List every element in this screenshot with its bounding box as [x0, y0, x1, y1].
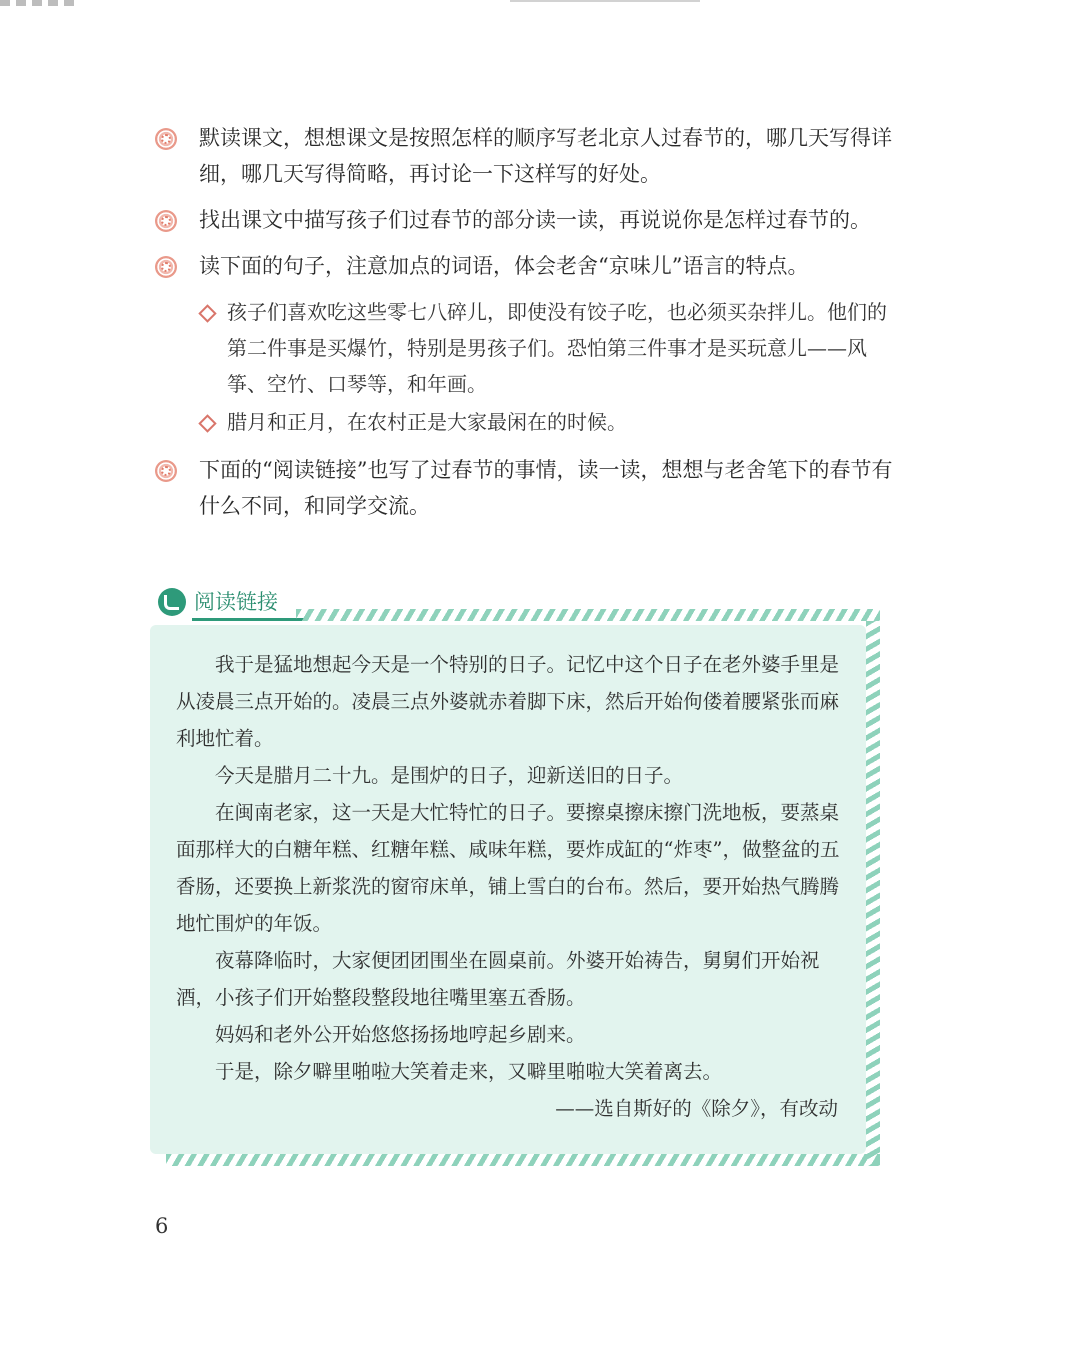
reading-source: ——选自斯好的《除夕》，有改动 [555, 1097, 838, 1120]
diamond-bullet-icon [198, 304, 216, 322]
exercise-list [155, 120, 895, 534]
exercise-bullet-icon [155, 460, 177, 482]
exercise-bullet-icon [155, 210, 177, 232]
exercise-text: 找出课文中描写孩子们过春节的部分读一读，再说说你是怎样过春节的。 [199, 208, 871, 232]
reading-paragraph-3: 在闽南老家，这一天是大忙特忙的日子。要擦桌擦床擦门洗地板，要蒸桌面那样大的白糖年糕、红糖年糕、咸味年糕，要炸成缸的“炸枣”，做整盆的五香肠，还要换上新浆洗的窗帘床单，铺上雪白的台布。然后，要开始热气腾腾地忙围炉的年饭。 [176, 801, 840, 935]
hatch-border-right [866, 621, 880, 1166]
reading-paragraph-6: 于是，除夕噼里啪啦大笑着走来，又噼里啪啦大笑着离去。 [215, 1060, 723, 1083]
top-header-strip [0, 0, 1080, 6]
title-underline [192, 618, 304, 621]
reading-link-text [176, 646, 848, 1127]
example-sentence-text: 孩子们喜欢吃这些零七八碎儿，即使没有饺子吃，也必须买杂拌儿。他们的第二件事是买爆竹，特别是男孩子们。恐怕第三件事才是买玩意儿——风筝、空竹、口琴等，和年画。 [227, 300, 887, 396]
reading-book-icon [158, 588, 186, 616]
hatch-border-top [296, 609, 880, 621]
exercise-text: 下面的“阅读链接”也写了过春节的事情，读一读，想想与老舍笔下的春节有什么不同，和同学交流。 [199, 458, 893, 518]
exercise-item-2 [155, 202, 895, 238]
exercise-bullet-icon [155, 128, 177, 150]
example-sentence-2 [155, 404, 895, 440]
exercise-item-1 [155, 120, 895, 192]
exercise-text: 默读课文，想想课文是按照怎样的顺序写老北京人过春节的，哪几天写得详细，哪几天写得简略，再讨论一下这样写的好处。 [199, 126, 892, 186]
exercise-item-4 [155, 452, 895, 524]
example-sentence-1 [155, 294, 895, 402]
reading-paragraph-4: 夜幕降临时，大家便团团围坐在圆桌前。外婆开始祷告，舅舅们开始祝酒，小孩子们开始整段整段地往嘴里塞五香肠。 [176, 949, 820, 1009]
reading-paragraph-5: 妈妈和老外公开始悠悠扬扬地哼起乡剧来。 [215, 1023, 586, 1046]
diamond-bullet-icon [198, 414, 216, 432]
hatch-border-bottom [166, 1154, 880, 1166]
reading-paragraph-2: 今天是腊月二十九。是围炉的日子，迎新送旧的日子。 [215, 764, 684, 787]
page-number: 6 [155, 1214, 169, 1238]
exercise-item-3 [155, 248, 895, 284]
reading-link-title: 阅读链接 [194, 590, 278, 614]
header-title-fragment [510, 0, 700, 2]
header-date-fragment [0, 0, 120, 2]
reading-paragraph-1: 我于是猛地想起今天是一个特别的日子。记忆中这个日子在老外婆手里是从凌晨三点开始的。凌晨三点外婆就赤着脚下床，然后开始佝偻着腰紧张而麻利地忙着。 [176, 653, 840, 750]
example-sentence-text: 腊月和正月，在农村正是大家最闲在的时候。 [227, 410, 627, 434]
exercise-text: 读下面的句子，注意加点的词语，体会老舍“京味儿”语言的特点。 [199, 254, 809, 278]
exercise-bullet-icon [155, 256, 177, 278]
